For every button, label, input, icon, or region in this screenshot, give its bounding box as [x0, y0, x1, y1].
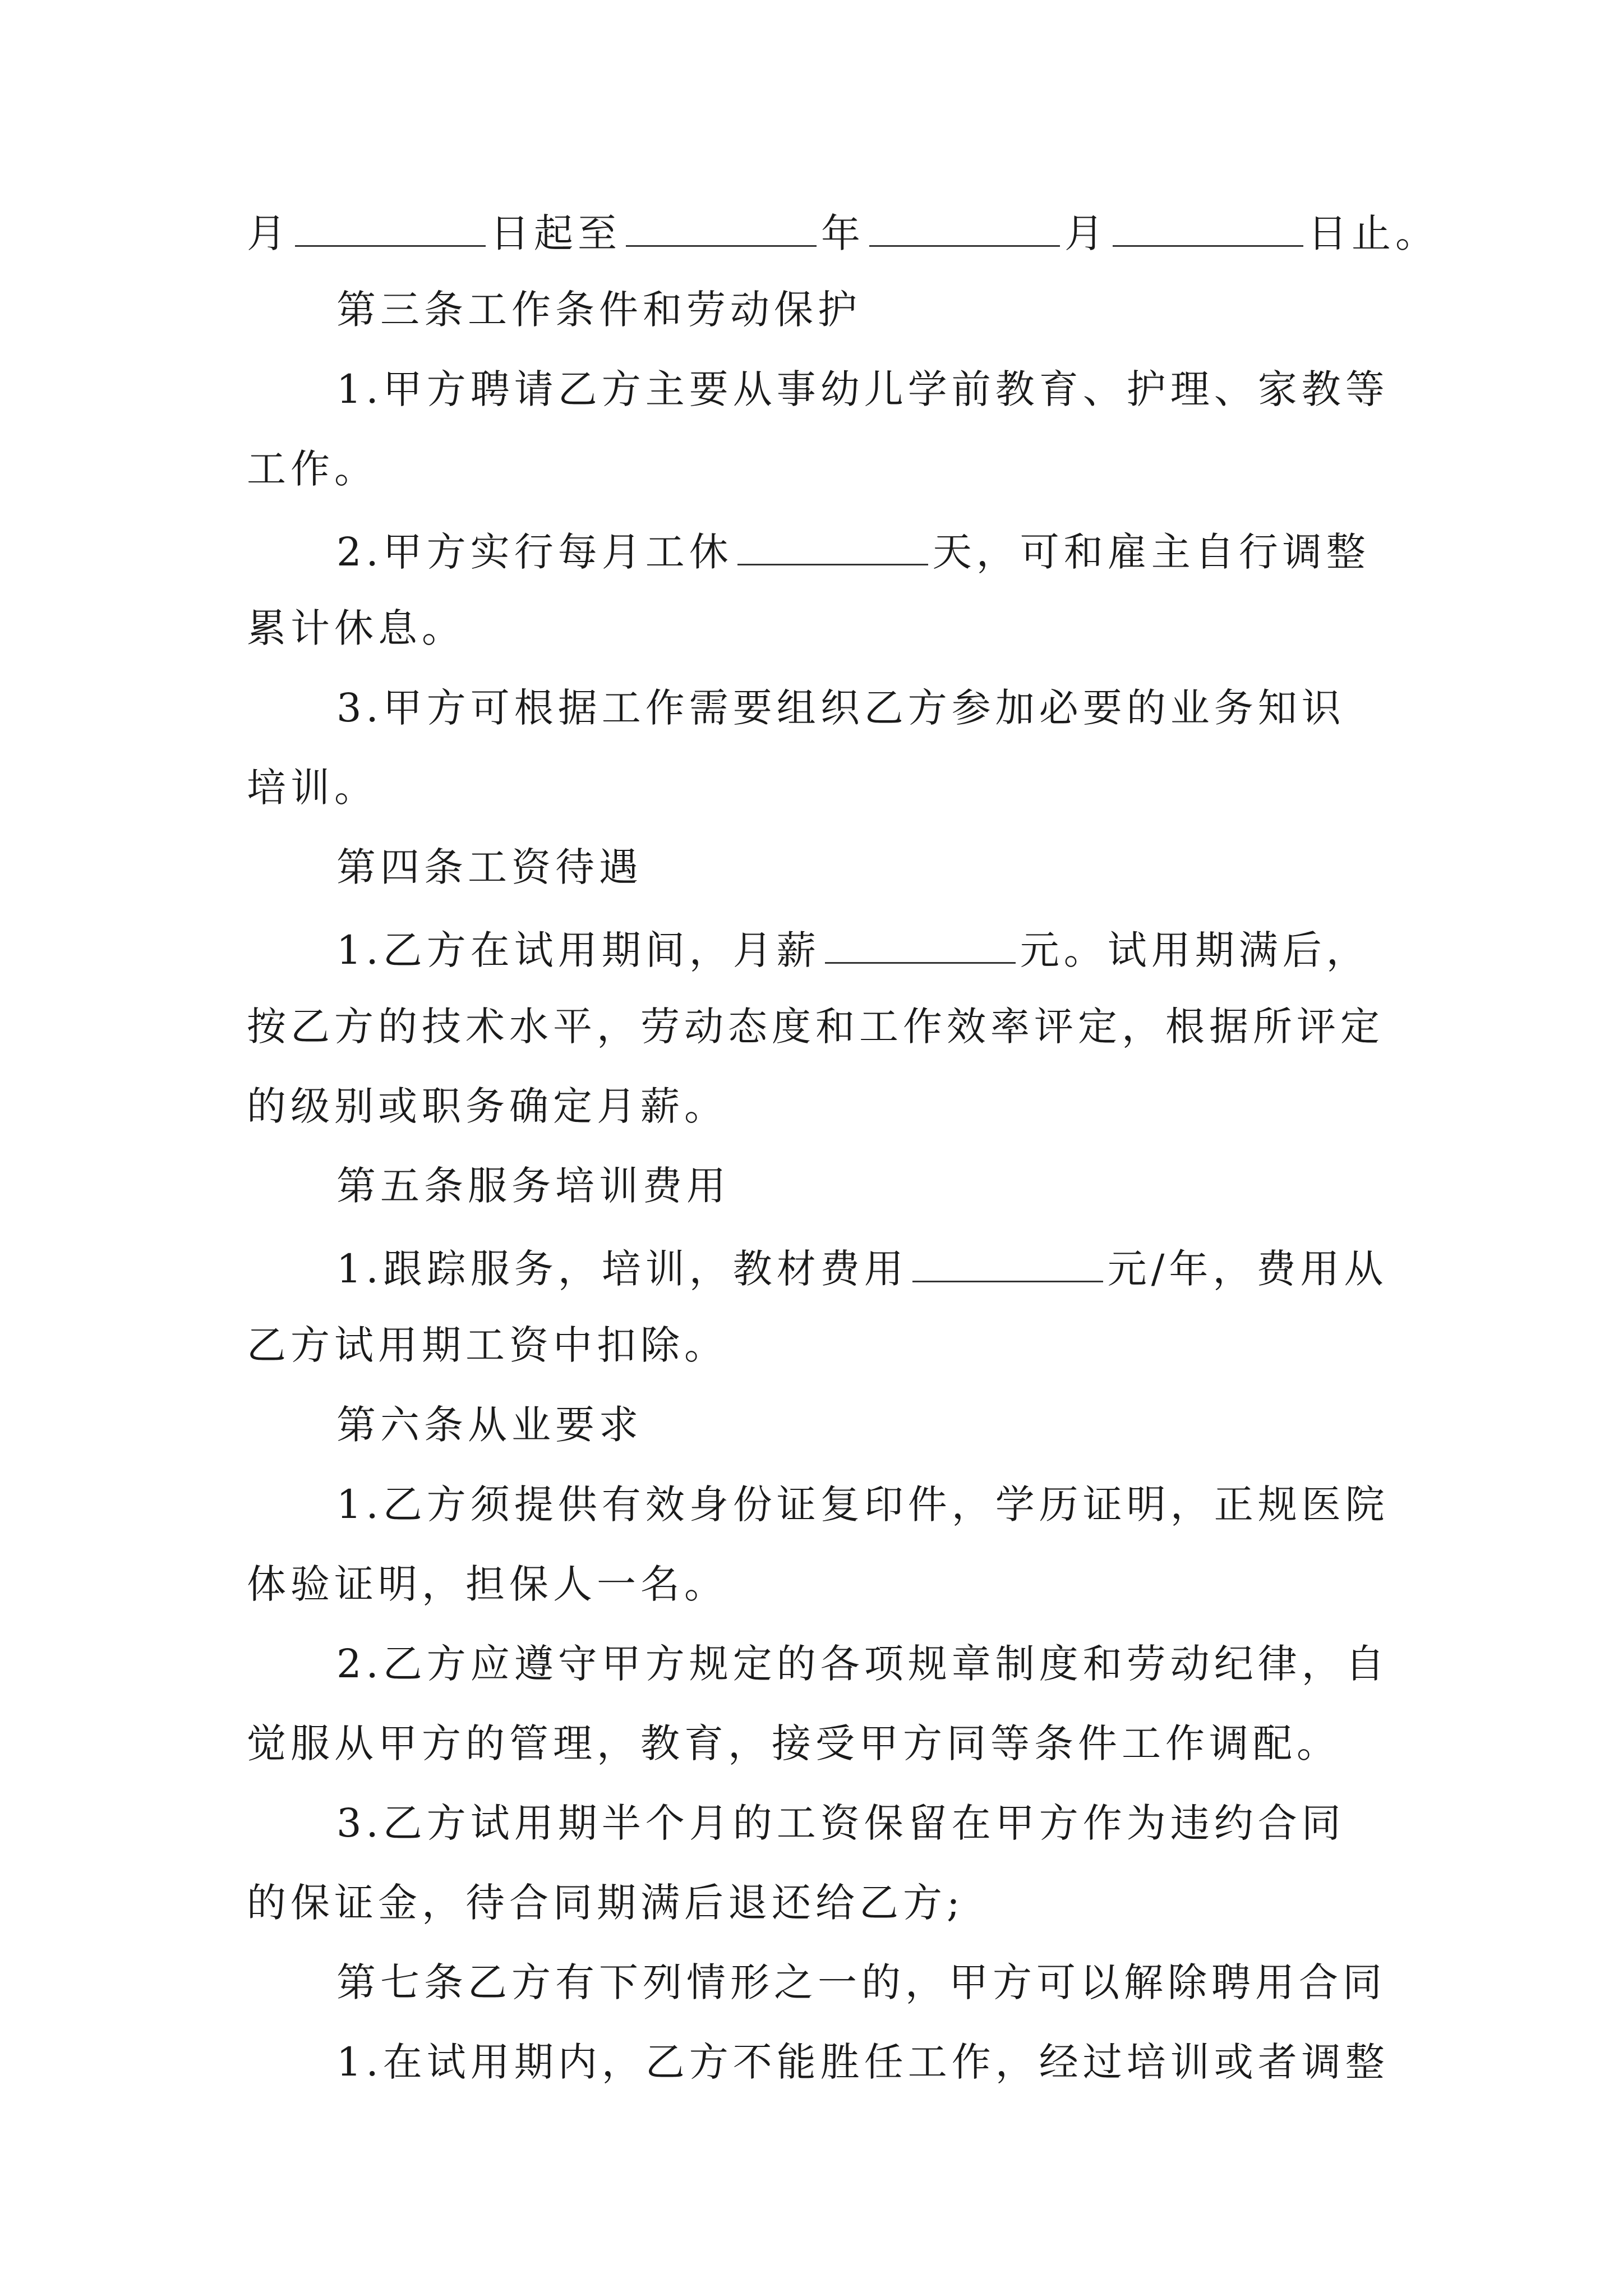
blank-field[interactable] — [869, 210, 1060, 247]
article-3-item-3-cont: 培训。 — [247, 765, 378, 811]
contract-period-line — [247, 210, 1439, 256]
document-body — [247, 210, 1439, 2122]
article-5-item-1 — [247, 1246, 1388, 1292]
text-month-2: 月 — [1064, 210, 1108, 256]
article-3-item-1-cont: 工作。 — [247, 446, 378, 492]
article-5-item-1-cont: 乙方试用期工资中扣除。 — [247, 1322, 728, 1368]
article-7-item-1: 1.在试用期内，乙方不能胜任工作，经过培训或者调整 — [336, 2039, 1389, 2085]
blank-field[interactable] — [737, 529, 928, 565]
article-3-item-2 — [247, 529, 1380, 575]
article-6-item-1: 1.乙方须提供有效身份证复印件，学历证明，正规医院 — [336, 1481, 1389, 1527]
article-6-item-1-cont: 体验证明，担保人一名。 — [247, 1561, 728, 1607]
article-3-title: 第三条工作条件和劳动保护 — [336, 287, 861, 333]
text-month: 月 — [247, 210, 291, 256]
article-6-title: 第六条从业要求 — [336, 1402, 643, 1448]
article-6-item-3: 3.乙方试用期半个月的工资保留在甲方作为违约合同 — [336, 1800, 1345, 1846]
article-6-item-3-cont: 的保证金，待合同期满后退还给乙方; — [247, 1880, 965, 1926]
blank-field[interactable] — [912, 1246, 1103, 1282]
blank-field[interactable] — [626, 210, 817, 247]
text: 元。试用期满后， — [1020, 927, 1370, 973]
blank-field[interactable] — [825, 927, 1016, 964]
text-day-end: 日止。 — [1308, 210, 1439, 256]
text: 天，可和雇主自行调整 — [932, 529, 1370, 575]
text: 2.甲方实行每月工休 — [336, 529, 733, 575]
text-day-from: 日起至 — [490, 210, 621, 256]
article-6-item-2: 2.乙方应遵守甲方规定的各项规章制度和劳动纪律，自 — [336, 1641, 1389, 1687]
blank-field[interactable] — [295, 210, 486, 247]
blank-field[interactable] — [1113, 210, 1303, 247]
text: 1.跟踪服务，培训，教材费用 — [336, 1246, 908, 1292]
text: 元/年，费用从 — [1107, 1246, 1388, 1292]
article-3-item-1: 1.甲方聘请乙方主要从事幼儿学前教育、护理、家教等 — [336, 366, 1389, 412]
article-4-item-1 — [247, 927, 1380, 973]
text: 1.乙方在试用期间，月薪 — [336, 927, 820, 973]
article-3-item-2-cont: 累计休息。 — [247, 605, 465, 651]
article-4-title: 第四条工资待遇 — [336, 844, 643, 890]
article-4-item-1-cont: 按乙方的技术水平，劳动态度和工作效率评定，根据所评定 — [247, 1004, 1384, 1050]
article-3-item-3: 3.甲方可根据工作需要组织乙方参加必要的业务知识 — [336, 685, 1345, 731]
article-5-title: 第五条服务培训费用 — [336, 1163, 730, 1209]
text-year: 年 — [821, 210, 865, 256]
article-4-item-1-cont-2: 的级别或职务确定月薪。 — [247, 1083, 728, 1129]
article-7-title: 第七条乙方有下列情形之一的，甲方可以解除聘用合同 — [336, 1959, 1386, 2005]
article-6-item-2-cont: 觉服从甲方的管理，教育，接受甲方同等条件工作调配。 — [247, 1720, 1340, 1766]
